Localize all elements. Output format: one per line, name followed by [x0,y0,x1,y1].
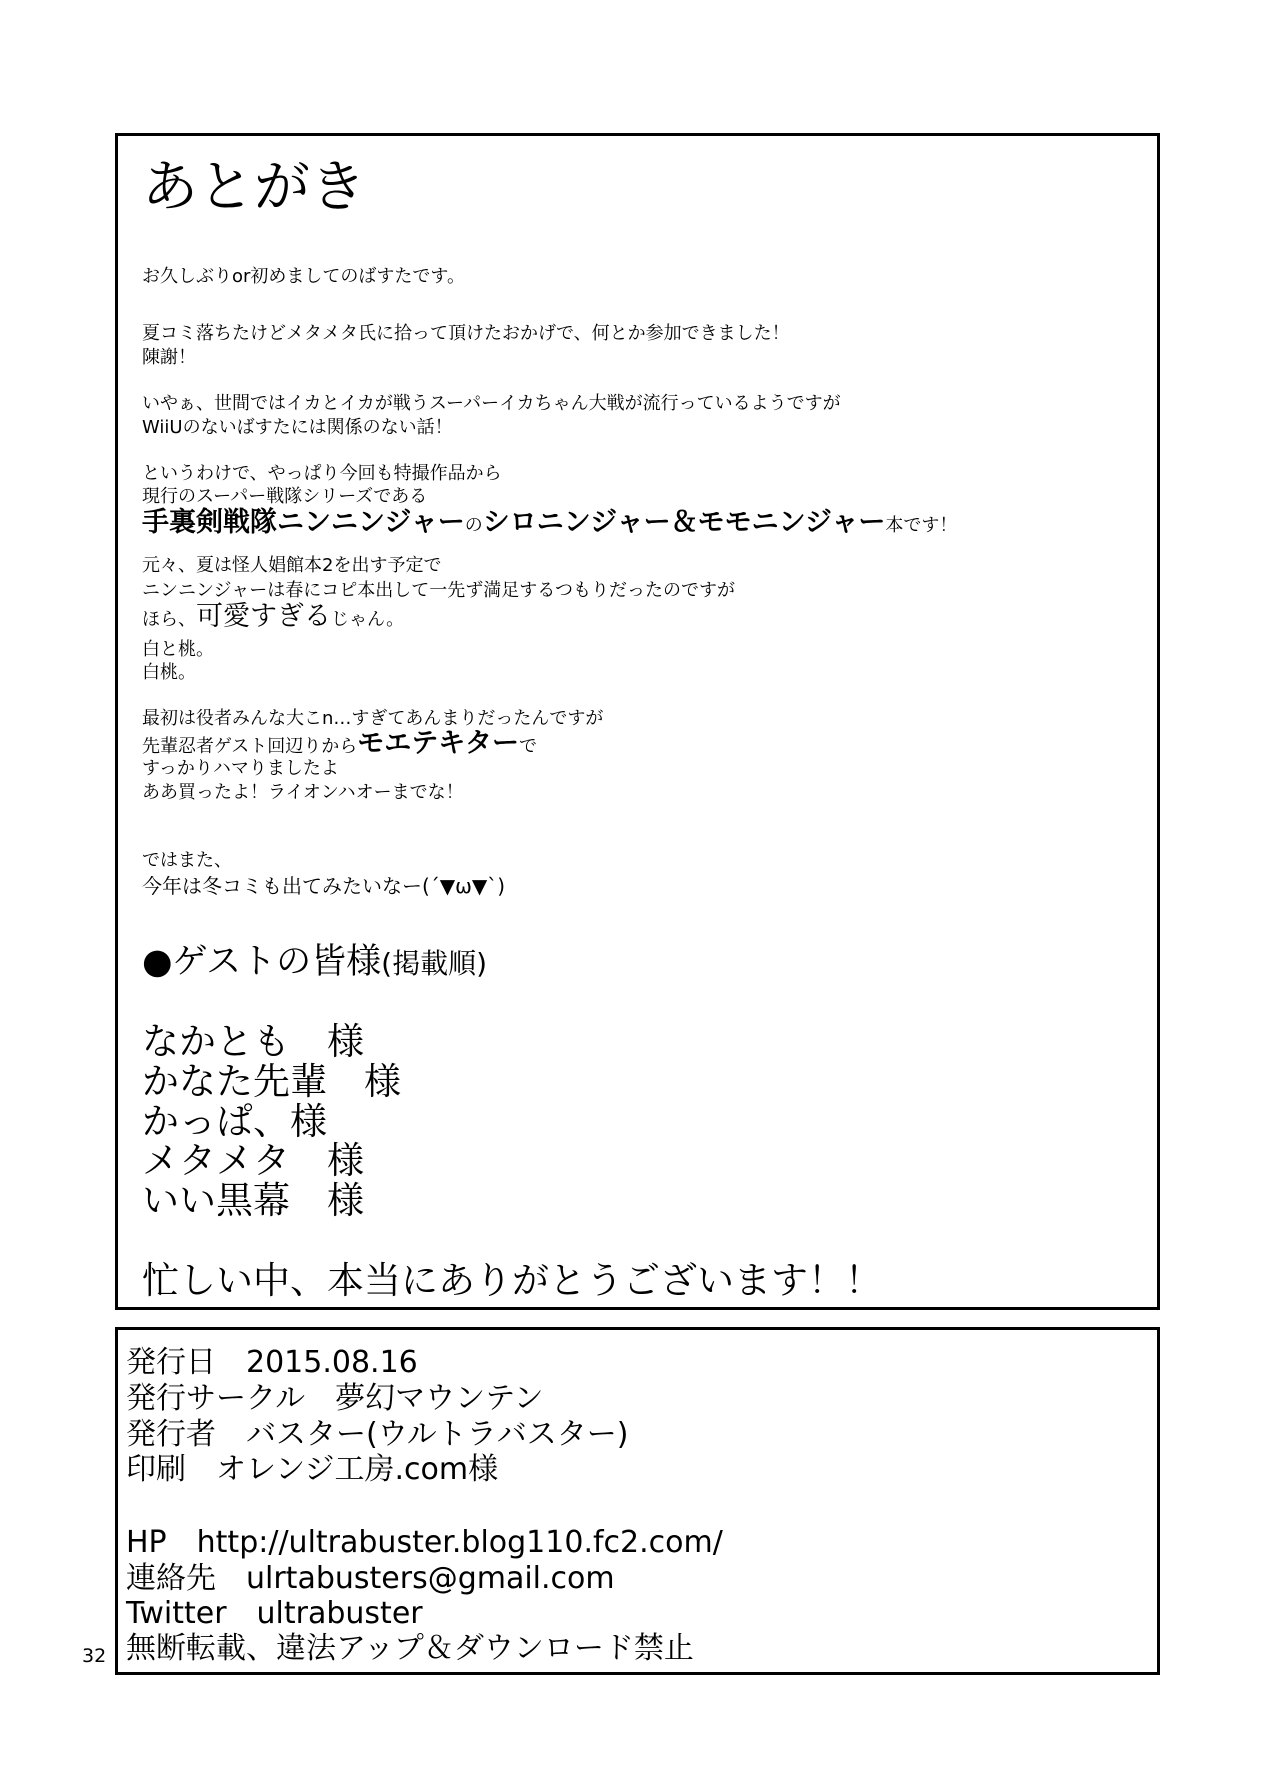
guest-name: かなた先輩 様 [142,1060,401,1103]
body-line: 元々、夏は怪人娼館本2を出す予定で [142,555,442,576]
guest-name: メタメタ 様 [142,1139,364,1182]
colophon-homepage: HP http://ultrabuster.blog110.fc2.com/ [126,1525,723,1560]
line-suffix: で [519,736,538,757]
body-line: というわけで、やっぱり今回も特撮作品から [142,463,502,484]
body-line: すっかりハマりましたよ [142,758,339,779]
body-line: 陳謝！ [142,347,196,368]
team-name: 手裏剣戦隊ニンニンジャー [142,507,465,538]
body-line: 現行のスーパー戦隊シリーズである [142,486,428,507]
line-ending: 本です！ [885,515,958,536]
guests-heading-sub: (掲載順) [381,947,487,980]
page-number: 32 [82,1645,107,1667]
colophon-contact: 連絡先 ulrtabusters@gmail.com [126,1561,615,1596]
body-line: ニンニンジャーは春にコピ本出して一先ず満足するつもりだったのですが [142,580,736,601]
body-line: 夏コミ落ちたけどメタメタ氏に拾って頂けたおかげで、何とか参加できました！ [142,323,790,344]
colophon-twitter: Twitter ultrabuster [126,1596,423,1631]
closing-line: ではまた、 [142,850,232,871]
line-suffix: じゃん。 [331,609,405,630]
guests-heading-main: ●ゲストの皆様 [142,942,382,982]
colophon-notice: 無断転載、違法アップ＆ダウンロード禁止 [126,1631,694,1666]
afterword-title: あとがき [142,155,366,220]
body-line [142,730,537,757]
colophon-printer: 印刷 オレンジ工房.com様 [126,1452,499,1487]
featured-characters: シロニンジャー＆モモニンジャー [482,507,886,538]
body-line: いやぁ、世間ではイカとイカが戦うスーパーイカちゃん大戦が流行っているようですが [142,393,841,414]
guest-name: なかとも 様 [142,1020,364,1063]
emphasis-text: 可愛すぎる [196,601,331,632]
colophon-circle: 発行サークル 夢幻マウンテン [126,1381,544,1416]
featured-book-line [142,509,957,536]
emphasis-text: モエテキター [357,728,520,759]
greeting-line: お久しぶりor初めましてのばすたです。 [142,266,465,287]
thanks-message: 忙しい中、本当にありがとうございます！！ [142,1259,882,1302]
body-line: 最初は役者みんな大こn…すぎてあんまりだったんですが [142,708,604,729]
line-prefix: 先輩忍者ゲスト回辺りから [142,736,358,757]
guest-name: いい黒幕 様 [142,1179,364,1222]
guests-heading [142,942,487,982]
colophon-date: 発行日 2015.08.16 [126,1345,418,1380]
body-line: ああ買ったよ！ライオンハオーまでな！ [142,782,464,803]
line-prefix: ほら、 [142,609,196,630]
particle-text: の [464,515,483,536]
body-line: WiiUのないばすたには関係のない話！ [142,417,453,438]
body-line: 白桃。 [142,662,196,683]
body-line: 白と桃。 [142,639,214,660]
colophon-publisher: 発行者 バスター(ウルトラバスター) [126,1417,629,1452]
body-line [142,603,404,630]
closing-line: 今年は冬コミも出てみたいなー(´▼ω▼`) [142,874,506,898]
guest-name: かっぱ、様 [142,1100,327,1143]
